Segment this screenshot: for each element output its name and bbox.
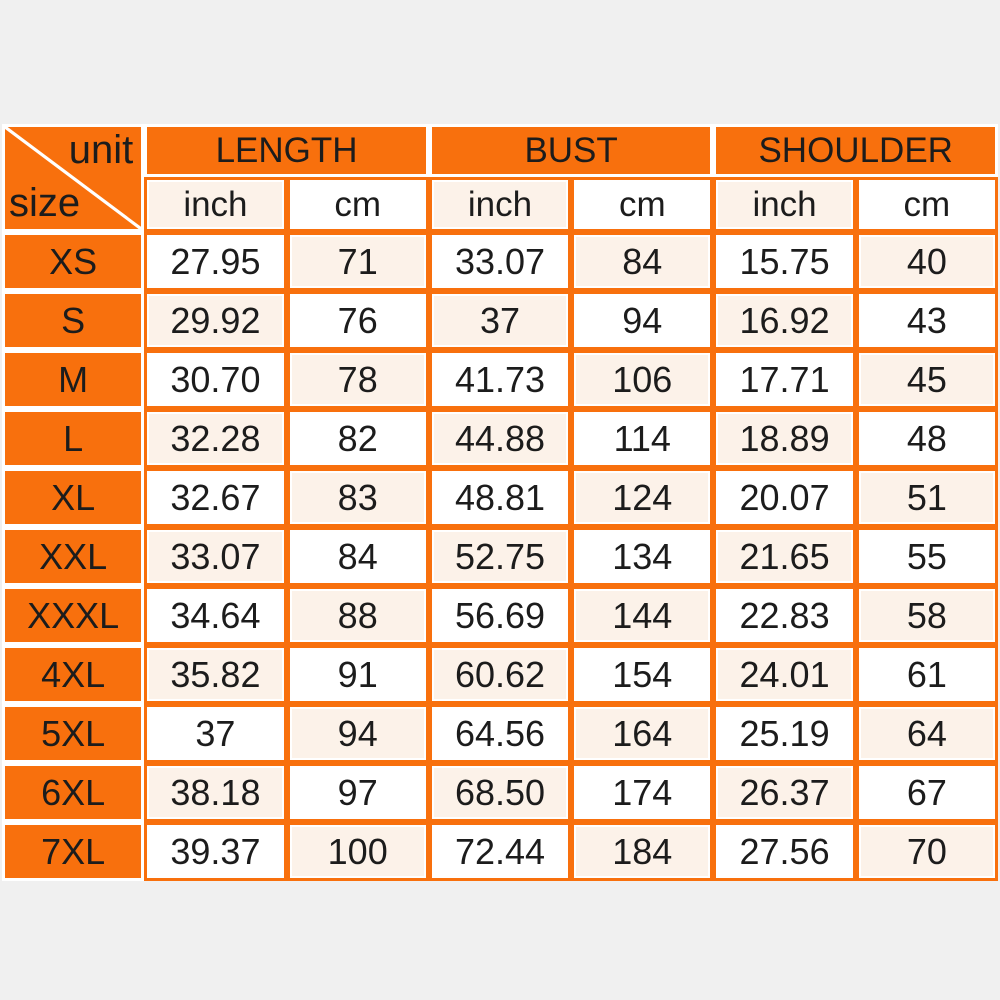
value-cell: 37	[429, 291, 571, 350]
unit-header-length-inch: inch	[144, 177, 286, 232]
table-row	[2, 645, 998, 704]
value-cell: 56.69	[429, 586, 571, 645]
unit-header-bust-inch: inch	[429, 177, 571, 232]
size-cell: XS	[2, 232, 144, 291]
value-cell: 106	[571, 350, 713, 409]
table-row	[2, 527, 998, 586]
table-row	[2, 763, 998, 822]
table-row	[2, 468, 998, 527]
value-cell: 29.92	[144, 291, 286, 350]
value-cell: 76	[287, 291, 429, 350]
value-cell: 184	[571, 822, 713, 881]
unit-header-shoulder-cm: cm	[856, 177, 998, 232]
size-chart-table	[2, 124, 998, 881]
value-cell: 64.56	[429, 704, 571, 763]
value-cell: 114	[571, 409, 713, 468]
table-row	[2, 409, 998, 468]
value-cell: 17.71	[713, 350, 855, 409]
corner-unit-label: unit	[68, 128, 134, 172]
value-cell: 58	[856, 586, 998, 645]
unit-header-bust-cm: cm	[571, 177, 713, 232]
size-cell: 6XL	[2, 763, 144, 822]
value-cell: 71	[287, 232, 429, 291]
value-cell: 41.73	[429, 350, 571, 409]
value-cell: 61	[856, 645, 998, 704]
size-cell: 4XL	[2, 645, 144, 704]
value-cell: 39.37	[144, 822, 286, 881]
table-row	[2, 822, 998, 881]
value-cell: 134	[571, 527, 713, 586]
value-cell: 70	[856, 822, 998, 881]
value-cell: 94	[287, 704, 429, 763]
value-cell: 35.82	[144, 645, 286, 704]
value-cell: 25.19	[713, 704, 855, 763]
value-cell: 43	[856, 291, 998, 350]
value-cell: 38.18	[144, 763, 286, 822]
value-cell: 16.92	[713, 291, 855, 350]
value-cell: 124	[571, 468, 713, 527]
value-cell: 30.70	[144, 350, 286, 409]
size-cell: XL	[2, 468, 144, 527]
value-cell: 97	[287, 763, 429, 822]
corner-size-label: size	[9, 181, 81, 225]
size-cell: M	[2, 350, 144, 409]
value-cell: 78	[287, 350, 429, 409]
value-cell: 26.37	[713, 763, 855, 822]
column-group-bust: BUST	[429, 124, 714, 177]
size-cell: S	[2, 291, 144, 350]
table-row	[2, 704, 998, 763]
value-cell: 72.44	[429, 822, 571, 881]
size-cell: L	[2, 409, 144, 468]
value-cell: 164	[571, 704, 713, 763]
value-cell: 33.07	[429, 232, 571, 291]
value-cell: 154	[571, 645, 713, 704]
unit-header-shoulder-inch: inch	[713, 177, 855, 232]
value-cell: 48.81	[429, 468, 571, 527]
table-row	[2, 586, 998, 645]
value-cell: 174	[571, 763, 713, 822]
value-cell: 94	[571, 291, 713, 350]
value-cell: 51	[856, 468, 998, 527]
header-group-row	[2, 124, 998, 177]
value-cell: 27.95	[144, 232, 286, 291]
value-cell: 60.62	[429, 645, 571, 704]
size-cell: XXXL	[2, 586, 144, 645]
value-cell: 48	[856, 409, 998, 468]
value-cell: 33.07	[144, 527, 286, 586]
table-row	[2, 291, 998, 350]
value-cell: 27.56	[713, 822, 855, 881]
size-cell: XXL	[2, 527, 144, 586]
value-cell: 100	[287, 822, 429, 881]
value-cell: 44.88	[429, 409, 571, 468]
value-cell: 15.75	[713, 232, 855, 291]
value-cell: 84	[287, 527, 429, 586]
value-cell: 24.01	[713, 645, 855, 704]
value-cell: 64	[856, 704, 998, 763]
value-cell: 45	[856, 350, 998, 409]
table-row	[2, 350, 998, 409]
value-cell: 83	[287, 468, 429, 527]
value-cell: 20.07	[713, 468, 855, 527]
unit-size-corner-cell	[2, 124, 144, 232]
column-group-shoulder: SHOULDER	[713, 124, 998, 177]
value-cell: 52.75	[429, 527, 571, 586]
value-cell: 37	[144, 704, 286, 763]
value-cell: 67	[856, 763, 998, 822]
value-cell: 55	[856, 527, 998, 586]
value-cell: 21.65	[713, 527, 855, 586]
value-cell: 84	[571, 232, 713, 291]
table-row	[2, 232, 998, 291]
value-cell: 34.64	[144, 586, 286, 645]
value-cell: 82	[287, 409, 429, 468]
column-group-length: LENGTH	[144, 124, 429, 177]
value-cell: 22.83	[713, 586, 855, 645]
value-cell: 88	[287, 586, 429, 645]
value-cell: 18.89	[713, 409, 855, 468]
value-cell: 144	[571, 586, 713, 645]
size-cell: 7XL	[2, 822, 144, 881]
size-cell: 5XL	[2, 704, 144, 763]
unit-header-length-cm: cm	[287, 177, 429, 232]
value-cell: 32.67	[144, 468, 286, 527]
value-cell: 68.50	[429, 763, 571, 822]
header-unit-row	[2, 177, 998, 232]
value-cell: 40	[856, 232, 998, 291]
value-cell: 32.28	[144, 409, 286, 468]
value-cell: 91	[287, 645, 429, 704]
